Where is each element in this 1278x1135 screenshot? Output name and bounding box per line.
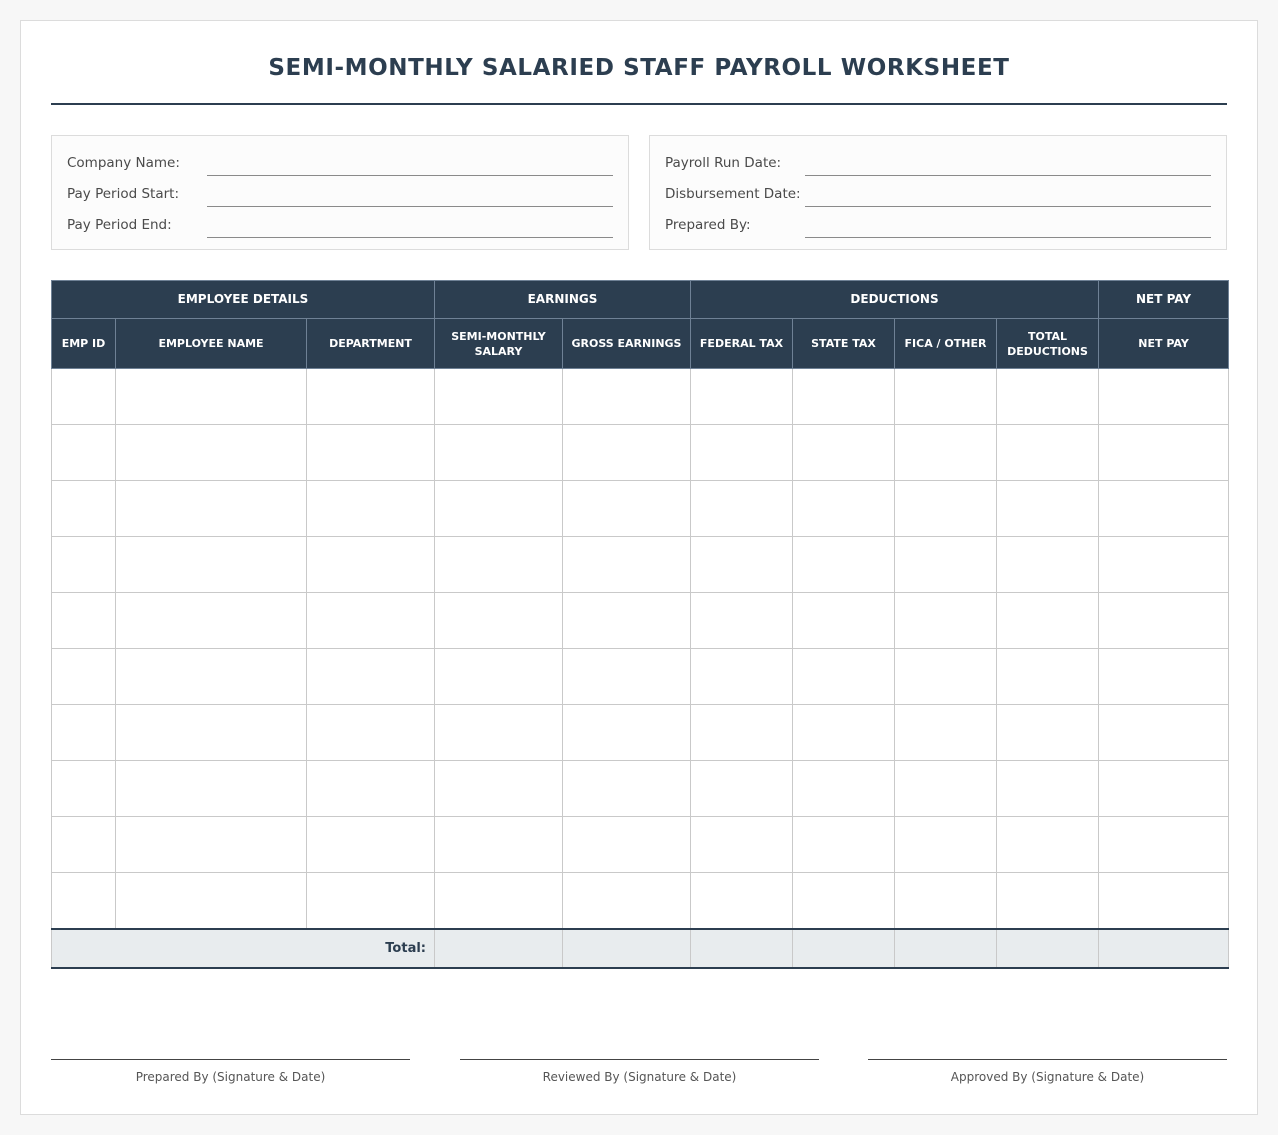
prepared-by-signature-label: Prepared By (Signature & Date) xyxy=(135,1070,326,1084)
table-row xyxy=(52,649,1229,705)
fica-other-cell[interactable] xyxy=(895,537,997,593)
emp-id-cell[interactable] xyxy=(52,817,116,873)
gross-earnings-cell[interactable] xyxy=(563,369,691,425)
column-header-federal-tax: FEDERAL TAX xyxy=(691,319,793,369)
table-row xyxy=(52,817,1229,873)
emp-id-cell[interactable] xyxy=(52,761,116,817)
total-semi-monthly-salary-cell[interactable] xyxy=(435,929,563,968)
column-header-semi-monthly-salary: SEMI-MONTHLY SALARY xyxy=(435,319,563,369)
employee-name-cell[interactable] xyxy=(116,873,307,929)
column-header-net-pay: NET PAY xyxy=(1099,319,1229,369)
reviewed-by-signature-line[interactable] xyxy=(460,1059,819,1060)
emp-id-cell[interactable] xyxy=(52,425,116,481)
net-pay-cell[interactable] xyxy=(1099,873,1229,929)
employee-name-cell[interactable] xyxy=(116,425,307,481)
federal-tax-cell[interactable] xyxy=(691,705,793,761)
group-header-earnings: EARNINGS xyxy=(435,281,691,319)
department-cell[interactable] xyxy=(307,481,435,537)
semi-monthly-salary-cell[interactable] xyxy=(435,369,563,425)
total-deductions-cell[interactable] xyxy=(997,873,1099,929)
fica-other-cell[interactable] xyxy=(895,705,997,761)
gross-earnings-cell[interactable] xyxy=(563,425,691,481)
state-tax-cell[interactable] xyxy=(793,649,895,705)
net-pay-cell[interactable] xyxy=(1099,369,1229,425)
state-tax-cell[interactable] xyxy=(793,425,895,481)
federal-tax-cell[interactable] xyxy=(691,481,793,537)
company-name-row xyxy=(67,152,613,176)
federal-tax-cell[interactable] xyxy=(691,873,793,929)
federal-tax-cell[interactable] xyxy=(691,425,793,481)
payroll-table xyxy=(51,280,1229,969)
total-gross-earnings-cell[interactable] xyxy=(563,929,691,968)
pay-period-start-row xyxy=(67,183,613,207)
department-cell[interactable] xyxy=(307,537,435,593)
total-deductions-cell[interactable] xyxy=(997,817,1099,873)
state-tax-cell[interactable] xyxy=(793,481,895,537)
state-tax-cell[interactable] xyxy=(793,873,895,929)
payroll-worksheet xyxy=(20,20,1258,1115)
total-federal-tax-cell[interactable] xyxy=(691,929,793,968)
state-tax-cell[interactable] xyxy=(793,537,895,593)
gross-earnings-cell[interactable] xyxy=(563,649,691,705)
employee-name-cell[interactable] xyxy=(116,761,307,817)
payroll-run-date-field[interactable] xyxy=(805,156,1211,176)
state-tax-cell[interactable] xyxy=(793,705,895,761)
title-divider xyxy=(51,103,1227,105)
reviewed-by-signature xyxy=(460,1059,819,1084)
table-row xyxy=(52,705,1229,761)
state-tax-cell[interactable] xyxy=(793,593,895,649)
company-name-label: Company Name: xyxy=(67,155,180,171)
state-tax-cell[interactable] xyxy=(793,761,895,817)
group-header-deductions: DEDUCTIONS xyxy=(691,281,1099,319)
fica-other-cell[interactable] xyxy=(895,369,997,425)
emp-id-cell[interactable] xyxy=(52,537,116,593)
fica-other-cell[interactable] xyxy=(895,873,997,929)
department-cell[interactable] xyxy=(307,817,435,873)
department-cell[interactable] xyxy=(307,593,435,649)
column-header-gross-earnings: GROSS EARNINGS xyxy=(563,319,691,369)
total-net-pay-cell[interactable] xyxy=(1099,929,1229,968)
payroll-run-date-label: Payroll Run Date: xyxy=(665,155,782,171)
semi-monthly-salary-cell[interactable] xyxy=(435,873,563,929)
table-row xyxy=(52,873,1229,929)
gross-earnings-cell[interactable] xyxy=(563,873,691,929)
total-deductions-cell[interactable] xyxy=(997,593,1099,649)
emp-id-cell[interactable] xyxy=(52,705,116,761)
emp-id-cell[interactable] xyxy=(52,481,116,537)
total-deductions-cell[interactable] xyxy=(997,369,1099,425)
total-deductions-cell[interactable] xyxy=(997,761,1099,817)
table-row xyxy=(52,593,1229,649)
table-row xyxy=(52,761,1229,817)
employee-name-cell[interactable] xyxy=(116,537,307,593)
pay-period-end-row xyxy=(67,214,613,238)
prepared-by-row xyxy=(665,214,1211,238)
total-state-tax-cell[interactable] xyxy=(793,929,895,968)
semi-monthly-salary-cell[interactable] xyxy=(435,425,563,481)
payroll-run-date-row xyxy=(665,152,1211,176)
table-group-header-row xyxy=(52,281,1229,319)
semi-monthly-salary-cell[interactable] xyxy=(435,705,563,761)
department-cell[interactable] xyxy=(307,873,435,929)
disbursement-date-row xyxy=(665,183,1211,207)
department-cell[interactable] xyxy=(307,705,435,761)
column-header-fica-other: FICA / OTHER xyxy=(895,319,997,369)
column-header-emp-id: EMP ID xyxy=(52,319,116,369)
table-row xyxy=(52,481,1229,537)
employee-name-cell[interactable] xyxy=(116,369,307,425)
payroll-info-box xyxy=(649,135,1227,250)
federal-tax-cell[interactable] xyxy=(691,817,793,873)
column-header-total-deductions: TOTAL DEDUCTIONS xyxy=(997,319,1099,369)
employee-name-cell[interactable] xyxy=(116,593,307,649)
semi-monthly-salary-cell[interactable] xyxy=(435,817,563,873)
disbursement-date-field[interactable] xyxy=(805,187,1211,207)
employee-name-cell[interactable] xyxy=(116,649,307,705)
net-pay-cell[interactable] xyxy=(1099,649,1229,705)
net-pay-cell[interactable] xyxy=(1099,481,1229,537)
semi-monthly-salary-cell[interactable] xyxy=(435,649,563,705)
department-cell[interactable] xyxy=(307,425,435,481)
gross-earnings-cell[interactable] xyxy=(563,817,691,873)
total-deductions-cell[interactable] xyxy=(997,481,1099,537)
net-pay-cell[interactable] xyxy=(1099,425,1229,481)
table-body xyxy=(52,369,1229,929)
department-cell[interactable] xyxy=(307,369,435,425)
column-header-department: DEPARTMENT xyxy=(307,319,435,369)
net-pay-cell[interactable] xyxy=(1099,761,1229,817)
total-deductions-cell[interactable] xyxy=(997,929,1099,968)
group-header-employee-details: EMPLOYEE DETAILS xyxy=(52,281,435,319)
pay-period-start-label: Pay Period Start: xyxy=(67,186,180,202)
pay-period-end-label: Pay Period End: xyxy=(67,217,172,233)
semi-monthly-salary-cell[interactable] xyxy=(435,537,563,593)
gross-earnings-cell[interactable] xyxy=(563,705,691,761)
table-row xyxy=(52,537,1229,593)
approved-by-signature xyxy=(868,1059,1227,1084)
fica-other-cell[interactable] xyxy=(895,593,997,649)
table-column-header-row xyxy=(52,319,1229,369)
company-info-box xyxy=(51,135,629,250)
federal-tax-cell[interactable] xyxy=(691,369,793,425)
net-pay-cell[interactable] xyxy=(1099,817,1229,873)
federal-tax-cell[interactable] xyxy=(691,593,793,649)
disbursement-date-label: Disbursement Date: xyxy=(665,186,801,202)
fica-other-cell[interactable] xyxy=(895,425,997,481)
employee-name-cell[interactable] xyxy=(116,705,307,761)
company-name-field[interactable] xyxy=(207,156,613,176)
total-label: Total: xyxy=(52,929,435,968)
department-cell[interactable] xyxy=(307,649,435,705)
approved-by-signature-line[interactable] xyxy=(868,1059,1227,1060)
emp-id-cell[interactable] xyxy=(52,369,116,425)
pay-period-start-field[interactable] xyxy=(207,187,613,207)
total-deductions-cell[interactable] xyxy=(997,537,1099,593)
prepared-by-signature-line[interactable] xyxy=(51,1059,410,1060)
prepared-by-signature xyxy=(51,1059,410,1084)
prepared-by-field[interactable] xyxy=(805,218,1211,238)
federal-tax-cell[interactable] xyxy=(691,649,793,705)
department-cell[interactable] xyxy=(307,761,435,817)
approved-by-signature-label: Approved By (Signature & Date) xyxy=(950,1070,1145,1084)
federal-tax-cell[interactable] xyxy=(691,537,793,593)
employee-name-cell[interactable] xyxy=(116,817,307,873)
employee-name-cell[interactable] xyxy=(116,481,307,537)
group-header-net-pay: NET PAY xyxy=(1099,281,1229,319)
federal-tax-cell[interactable] xyxy=(691,761,793,817)
fica-other-cell[interactable] xyxy=(895,649,997,705)
total-deductions-cell[interactable] xyxy=(997,705,1099,761)
page-title: SEMI-MONTHLY SALARIED STAFF PAYROLL WORKSHEET xyxy=(268,55,1010,81)
gross-earnings-cell[interactable] xyxy=(563,761,691,817)
reviewed-by-signature-label: Reviewed By (Signature & Date) xyxy=(542,1070,737,1084)
net-pay-cell[interactable] xyxy=(1099,705,1229,761)
table-row xyxy=(52,425,1229,481)
emp-id-cell[interactable] xyxy=(52,593,116,649)
total-row xyxy=(52,929,1229,968)
table-row xyxy=(52,369,1229,425)
net-pay-cell[interactable] xyxy=(1099,537,1229,593)
fica-other-cell[interactable] xyxy=(895,481,997,537)
column-header-state-tax: STATE TAX xyxy=(793,319,895,369)
emp-id-cell[interactable] xyxy=(52,873,116,929)
net-pay-cell[interactable] xyxy=(1099,593,1229,649)
semi-monthly-salary-cell[interactable] xyxy=(435,481,563,537)
semi-monthly-salary-cell[interactable] xyxy=(435,593,563,649)
column-header-employee-name: EMPLOYEE NAME xyxy=(116,319,307,369)
gross-earnings-cell[interactable] xyxy=(563,481,691,537)
fica-other-cell[interactable] xyxy=(895,761,997,817)
semi-monthly-salary-cell[interactable] xyxy=(435,761,563,817)
prepared-by-label: Prepared By: xyxy=(665,217,751,233)
total-fica-other-cell[interactable] xyxy=(895,929,997,968)
state-tax-cell[interactable] xyxy=(793,817,895,873)
pay-period-end-field[interactable] xyxy=(207,218,613,238)
emp-id-cell[interactable] xyxy=(52,649,116,705)
gross-earnings-cell[interactable] xyxy=(563,593,691,649)
state-tax-cell[interactable] xyxy=(793,369,895,425)
gross-earnings-cell[interactable] xyxy=(563,537,691,593)
total-deductions-cell[interactable] xyxy=(997,649,1099,705)
total-deductions-cell[interactable] xyxy=(997,425,1099,481)
fica-other-cell[interactable] xyxy=(895,817,997,873)
